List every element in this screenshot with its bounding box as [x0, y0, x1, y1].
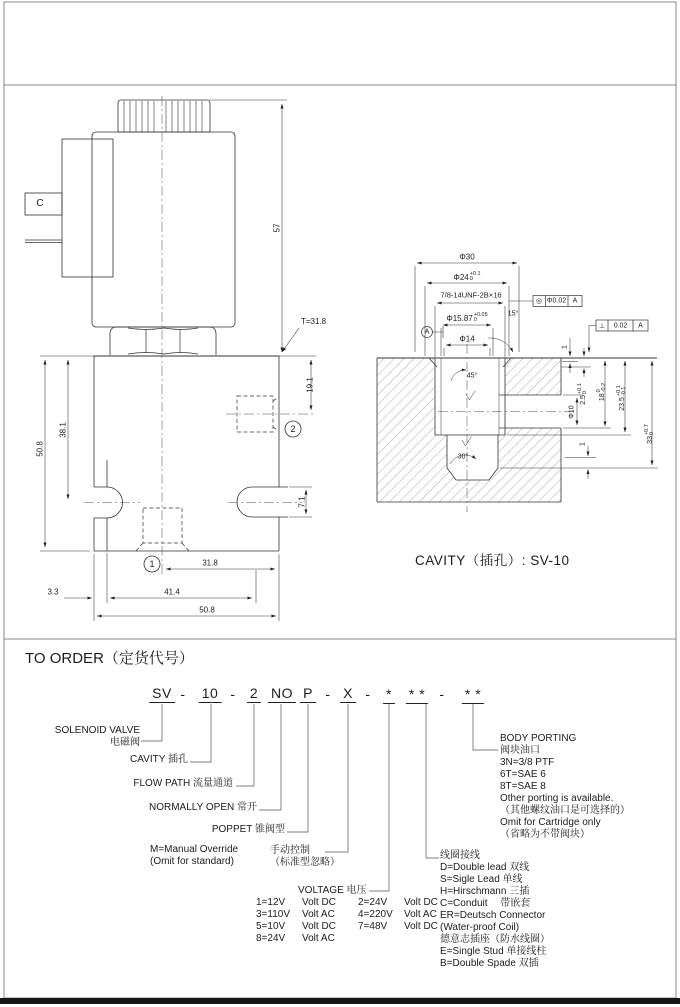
- datum-a-label: A: [424, 328, 430, 336]
- gdt-concentricity-tolerance: Φ0.02: [546, 297, 567, 305]
- coil-option: B=Double Spade 双插: [440, 958, 539, 969]
- manual-override-line1: M=Manual Override: [150, 844, 239, 855]
- voltage-cell: Volt DC: [404, 921, 438, 932]
- dim-23-5-tol-lo: -0.1: [621, 386, 627, 397]
- voltage-cell: Volt DC: [302, 921, 336, 932]
- voltage-cell: [358, 933, 404, 945]
- coil-option: E=Single Stud 单接线柱: [440, 946, 547, 957]
- voltage-table: [256, 897, 460, 945]
- code-dash: -: [439, 686, 445, 702]
- dim-dia-24-tol-hi: +0.1: [469, 271, 481, 277]
- label-manual-override-en: [150, 844, 238, 868]
- voltage-cell: 8=24V: [256, 933, 286, 944]
- dim-33-value: 33: [646, 436, 654, 444]
- porting-option: （省略为不带阀块）: [500, 829, 590, 840]
- code-part-star1: *: [383, 686, 395, 704]
- coil-connection-title: 线圈接线: [440, 850, 480, 861]
- dim-dia-10: Φ10: [568, 405, 576, 419]
- coil-option: D=Double lead 双线: [440, 862, 530, 873]
- connector-c-label: C: [36, 198, 44, 209]
- gdt-perpendicularity-tolerance: 0.02: [613, 322, 628, 329]
- dim-33: [645, 424, 655, 444]
- voltage-cell: Volt DC: [302, 897, 336, 908]
- label-manual-override-cn: [270, 845, 340, 869]
- dim-33-tol-hi: +0.7: [644, 424, 650, 436]
- page-bottom-edge: [0, 998, 680, 1004]
- voltage-cell: Volt DC: [404, 897, 438, 908]
- coil-option: ER=Deutsch Connector: [440, 910, 546, 921]
- dim-2-5-tol-hi: +0.1: [577, 383, 583, 395]
- voltage-cell: Volt AC: [302, 933, 335, 944]
- code-part-x: X: [340, 685, 356, 703]
- dim-38-1: 38.1: [58, 422, 68, 438]
- code-part-star3: * *: [462, 686, 484, 704]
- label-flow-path: FLOW PATH 流量通道: [133, 778, 233, 789]
- voltage-cell: 4=220V: [358, 909, 393, 920]
- code-dash: -: [325, 686, 331, 702]
- dim-dia-24-value: Φ24: [453, 272, 469, 282]
- cavity-caption: CAVITY（插孔）: SV-10: [415, 553, 570, 568]
- dim-18-tol-hi: 0: [596, 389, 602, 393]
- dim-23-5-value: 23.5: [618, 397, 626, 411]
- dim-57: 57: [272, 223, 282, 233]
- valve-side-view: [25, 96, 316, 621]
- angle-30: 30°: [457, 453, 469, 461]
- port-2-balloon: 2: [290, 424, 296, 434]
- manual-override-line2: (Omit for standard): [150, 856, 234, 867]
- dim-2-5-value: 2.5: [579, 395, 587, 405]
- dim-41-4: 41.4: [164, 587, 180, 597]
- voltage-cell: 3=110V: [256, 909, 291, 920]
- code-part-10: 10: [199, 685, 222, 703]
- dim-dia-24: [453, 272, 480, 282]
- dim-t-31-8: T=31.8: [301, 317, 327, 326]
- code-part-2: 2: [247, 685, 261, 703]
- body-porting-list: [500, 733, 630, 841]
- voltage-cell: 5=10V: [256, 921, 286, 932]
- dim-18: [597, 383, 607, 401]
- voltage-cell: 2=24V: [358, 897, 388, 908]
- dim-dia-15-87-tol-lo: 0: [473, 317, 477, 323]
- dim-1-top: 1: [561, 345, 569, 349]
- code-part-no: NO: [268, 685, 296, 703]
- porting-option: 3N=3/8 PTF: [500, 757, 555, 768]
- gdt-perpendicularity-symbol: ⊥: [598, 322, 606, 330]
- label-cavity: CAVITY 插孔: [130, 754, 188, 765]
- angle-15: 15°: [507, 310, 519, 318]
- code-part-sv: SV: [149, 685, 175, 703]
- dim-19-1: 19.1: [305, 377, 315, 393]
- dim-2-5-tol-lo: 0: [582, 391, 588, 395]
- dim-18-tol-lo: -0.2: [601, 382, 607, 393]
- code-dash: -: [230, 686, 236, 702]
- dim-dia-15-87: [446, 313, 487, 323]
- code-part-p: P: [300, 685, 316, 703]
- porting-option: Omit for Cartridge only: [500, 817, 601, 828]
- coil-option: 德意志插座（防水线圈）: [440, 934, 550, 945]
- page-frame: [4, 2, 676, 998]
- manual-override-cn-line1: 手动控制: [270, 845, 310, 856]
- body-porting-title: BODY PORTING: [500, 733, 577, 744]
- dim-18-value: 18: [598, 393, 606, 402]
- dim-33-tol-lo: 0: [649, 431, 655, 436]
- coil-option: (Water-proof Coil): [440, 922, 520, 933]
- porting-option: （其他螺纹油口是可选择的）: [500, 805, 630, 816]
- label-solenoid-valve-cn: 电磁阀: [110, 737, 140, 748]
- dim-dia-15-87-value: Φ15.87: [446, 313, 473, 323]
- dim-50-8-bottom: 50.8: [199, 605, 215, 615]
- dim-23-5-tol-hi: +0.1: [616, 385, 622, 397]
- dim-50-8-left: 50.8: [35, 441, 45, 457]
- porting-option: Other porting is available.: [500, 793, 614, 804]
- label-poppet: POPPET 锥阀型: [211, 824, 285, 835]
- body-porting-subtitle: 阀块油口: [500, 745, 540, 756]
- gdt-concentricity-symbol: ◎: [535, 298, 543, 305]
- dim-31-8-bottom: 31.8: [202, 558, 218, 568]
- thread-callout: 7/8-14UNF-2B×16: [440, 290, 502, 300]
- coil-connection-list: [440, 850, 550, 970]
- gdt-perpendicularity-datum: A: [638, 322, 643, 329]
- angle-45: 45°: [466, 372, 478, 380]
- port-1-balloon: 1: [149, 559, 155, 569]
- porting-option: 6T=SAE 6: [500, 769, 546, 780]
- coil-option: H=Hirschmann 三插: [440, 886, 530, 897]
- label-solenoid-valve-en: SOLENOID VALVE: [54, 725, 140, 736]
- voltage-cell: Volt AC: [302, 909, 335, 920]
- dim-dia-24-tol-lo: 0: [469, 276, 473, 282]
- coil-option: C=Conduit 带嵌套: [440, 898, 531, 909]
- voltage-cell: 7=48V: [358, 921, 388, 932]
- voltage-cell: 1=12V: [256, 897, 286, 908]
- dim-dia-14: Φ14: [459, 334, 475, 344]
- dim-2-5: [578, 383, 588, 405]
- dim-23-5: [617, 385, 627, 410]
- gdt-concentricity-datum: A: [572, 297, 578, 305]
- label-solenoid-valve: [55, 725, 140, 749]
- manual-override-cn-line2: （标准型忽略）: [270, 857, 340, 868]
- label-normally-open: NORMALLY OPEN 常开: [149, 802, 257, 813]
- dim-1-bottom: 1: [579, 442, 587, 446]
- order-section-title: TO ORDER（定货代号）: [25, 650, 194, 667]
- dim-dia-15-87-tol-hi: +0.05: [473, 312, 488, 318]
- dim-7-1: 7.1: [297, 496, 307, 508]
- code-part-star2: * *: [406, 686, 428, 704]
- porting-option: 8T=SAE 8: [500, 781, 546, 792]
- code-dash: -: [180, 686, 186, 702]
- voltage-title: VOLTAGE 电压: [298, 885, 367, 896]
- dim-3-3: 3.3: [47, 587, 59, 597]
- code-dash: -: [365, 686, 371, 702]
- voltage-cell: Volt AC: [404, 909, 437, 920]
- dim-dia-30: Φ30: [459, 252, 475, 262]
- coil-option: S=Sigle Lead 单线: [440, 874, 523, 885]
